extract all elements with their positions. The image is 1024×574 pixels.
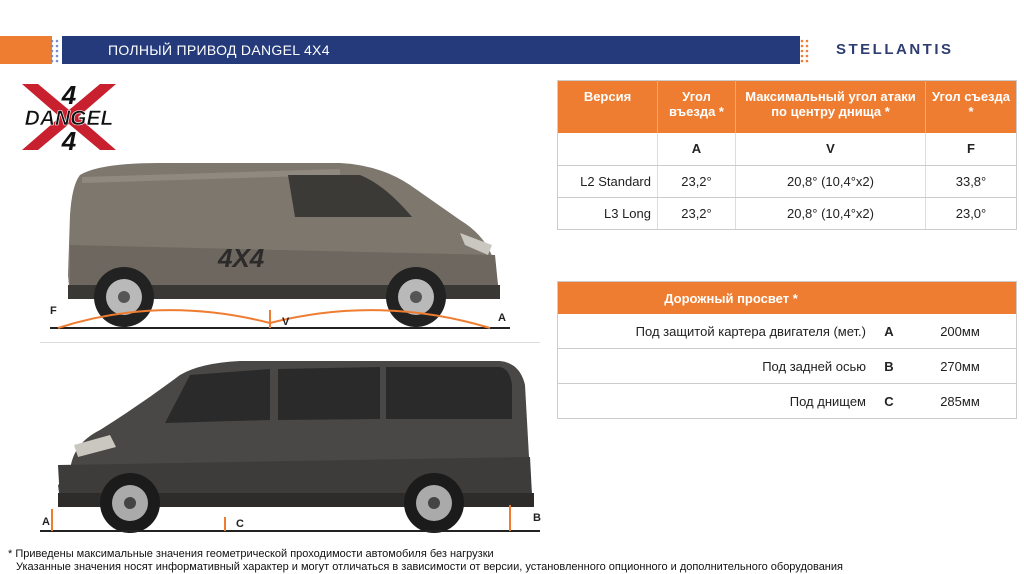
logo-top-digit: 4 bbox=[61, 80, 77, 110]
table-cell: 270мм bbox=[904, 349, 1017, 384]
dim-label-f: F bbox=[50, 305, 57, 317]
header-ground-clearance: Дорожный просвет * bbox=[558, 282, 905, 315]
van-decal-text: 4X4 bbox=[218, 243, 265, 273]
table-cell: Под защитой картера двигателя (мет.) bbox=[558, 314, 875, 349]
header-empty bbox=[904, 282, 1017, 315]
table-cell: Под задней осью bbox=[558, 349, 875, 384]
table-cell: C bbox=[874, 384, 904, 419]
table-cell: 33,8° bbox=[926, 165, 1017, 197]
ground-clearance-table bbox=[557, 281, 1017, 419]
table-cell: 285мм bbox=[904, 384, 1017, 419]
page-title: ПОЛНЫЙ ПРИВОД DANGEL 4X4 bbox=[108, 42, 330, 58]
header-breakover-angle: Максимальный угол атаки по центру днища * bbox=[736, 81, 926, 133]
dim-label-c: C bbox=[236, 518, 244, 530]
table-cell: A bbox=[874, 314, 904, 349]
van-side-view-passenger bbox=[30, 345, 550, 540]
table-row bbox=[558, 349, 1017, 384]
footnote-1: * Приведены максимальные значения геометрической проходимости автомобиля без нагрузки bbox=[8, 548, 494, 560]
footnote-2: Указанные значения носят информативный характер и могут отличаться в зависимости от версии, установленного опционного и дополнительного оборудования bbox=[16, 561, 843, 573]
angles-table-header bbox=[558, 81, 1017, 133]
table-cell: L3 Long bbox=[558, 197, 658, 229]
divider bbox=[40, 342, 540, 343]
logo-word: DANGEL bbox=[24, 107, 114, 130]
table-row bbox=[558, 314, 1017, 349]
table-cell: 200мм bbox=[904, 314, 1017, 349]
dim-label-a-bottom: A bbox=[42, 516, 50, 528]
logo-bottom-digit: 4 bbox=[61, 126, 77, 154]
table-cell: 20,8° (10,4°x2) bbox=[736, 197, 926, 229]
table-cell: F bbox=[926, 133, 1017, 166]
table-cell: 23,2° bbox=[658, 197, 736, 229]
table-cell: V bbox=[736, 133, 926, 166]
header-departure-angle: Угол съезда * bbox=[926, 81, 1017, 133]
table-cell: 20,8° (10,4°x2) bbox=[736, 165, 926, 197]
table-cell: B bbox=[874, 349, 904, 384]
table-row bbox=[558, 384, 1017, 419]
table-cell: 23,0° bbox=[926, 197, 1017, 229]
table-cell: L2 Standard bbox=[558, 165, 658, 197]
angles-table bbox=[557, 80, 1017, 230]
clearance-table-header bbox=[558, 282, 1017, 315]
header-version: Версия bbox=[558, 81, 658, 133]
header-approach-angle: Угол въезда * bbox=[658, 81, 736, 133]
table-cell bbox=[558, 133, 658, 166]
dim-label-a-top: A bbox=[498, 312, 506, 324]
van-side-view-cargo bbox=[40, 145, 520, 335]
dim-label-b: B bbox=[533, 512, 541, 524]
header-accent-block bbox=[0, 36, 52, 64]
table-cell: Под днищем bbox=[558, 384, 875, 419]
table-row bbox=[558, 133, 1017, 166]
table-row bbox=[558, 197, 1017, 229]
header-dots-decoration-right bbox=[798, 36, 814, 64]
table-cell: A bbox=[658, 133, 736, 166]
brand-logo: STELLANTIS bbox=[836, 41, 954, 58]
dangel-4x4-logo bbox=[8, 80, 130, 154]
table-row bbox=[558, 165, 1017, 197]
table-cell: 23,2° bbox=[658, 165, 736, 197]
dim-label-v: V bbox=[282, 316, 290, 328]
